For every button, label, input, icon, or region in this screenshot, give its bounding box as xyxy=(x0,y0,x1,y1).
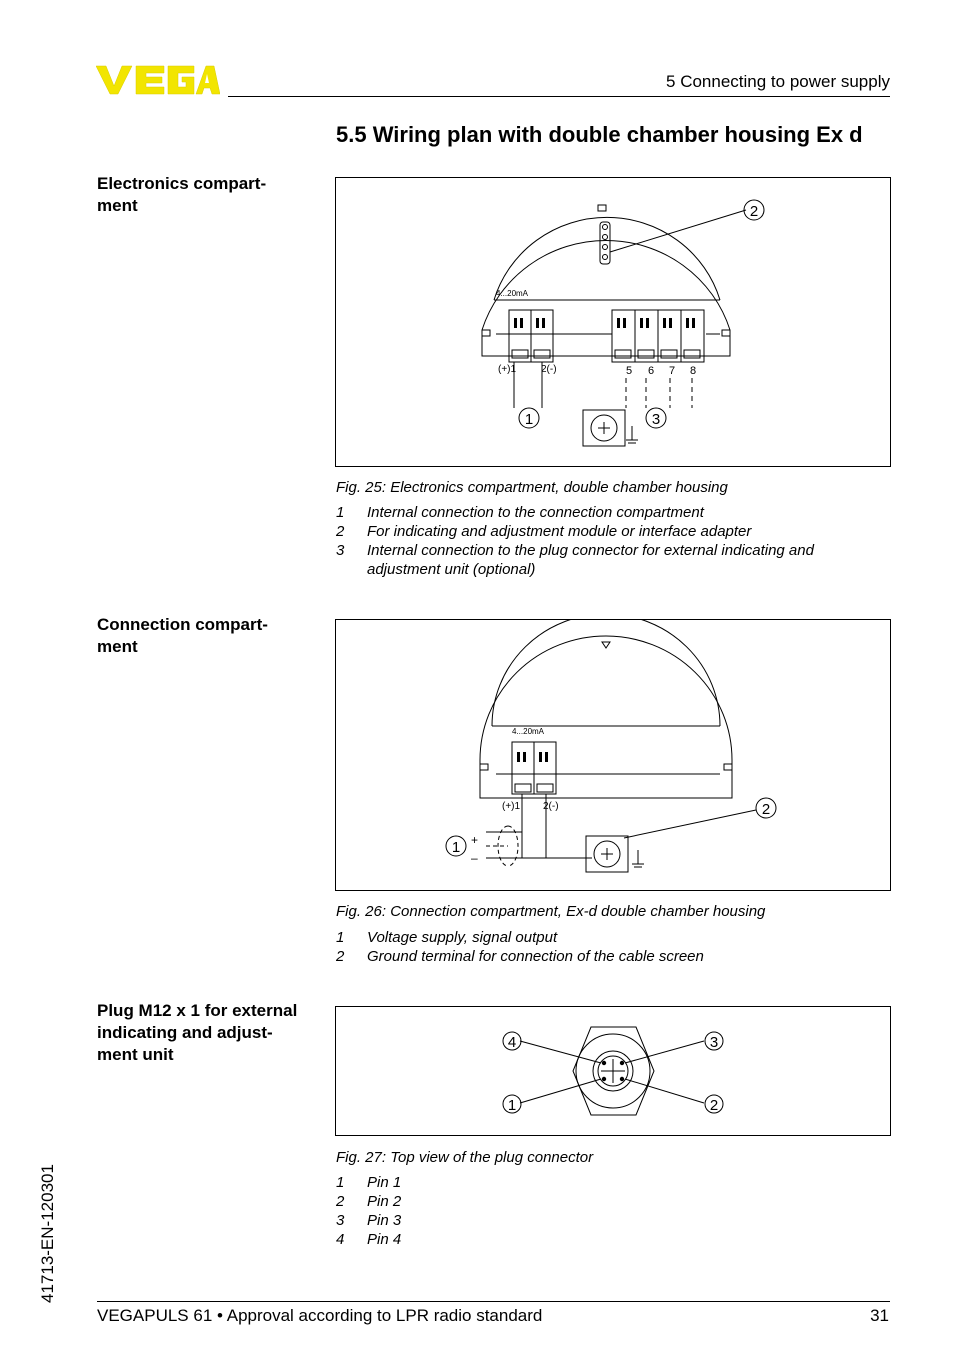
terminal-range-label: 4...20mA xyxy=(496,289,529,298)
callout-4: 4 xyxy=(507,1034,517,1051)
footer-title: VEGAPULS 61 • Approval according to LPR radio standard xyxy=(97,1306,543,1325)
callout-2: 2 xyxy=(761,801,771,818)
callout-3: 3 xyxy=(651,411,661,428)
section-title: 5.5 Wiring plan with double chamber housing Ex d xyxy=(336,122,863,147)
terminal-label: 8 xyxy=(690,365,697,377)
figure-caption: Fig. 26: Connection compartment, Ex-d double chamber housing xyxy=(336,903,766,920)
callout-2: 2 xyxy=(749,203,759,220)
side-heading-connection: Connection compart- ment xyxy=(97,615,268,656)
terminal-label: (+)1 xyxy=(498,364,517,375)
terminal-label: 2(-) xyxy=(541,364,557,375)
document-id: 41713-EN-120301 xyxy=(38,1164,57,1303)
legend-item: 1 Voltage supply, signal output xyxy=(336,929,558,946)
terminal-label: 2(-) xyxy=(543,801,559,812)
footer-rule xyxy=(97,1301,890,1302)
side-heading-electronics: Electronics compart- ment xyxy=(97,174,267,215)
figure-plug-connector xyxy=(335,1006,891,1136)
callout-1: 1 xyxy=(524,411,534,428)
terminal-label: (+)1 xyxy=(502,801,521,812)
terminal-label: 7 xyxy=(669,365,676,377)
legend-item: 4 Pin 4 xyxy=(336,1231,402,1248)
figure-caption: Fig. 27: Top view of the plug connector xyxy=(336,1149,594,1166)
header-rule xyxy=(228,96,890,97)
polarity-minus: – xyxy=(471,851,478,865)
legend-item: 1 Pin 1 xyxy=(336,1174,402,1191)
callout-3: 3 xyxy=(709,1034,719,1051)
callout-1: 1 xyxy=(507,1097,517,1114)
figure-electronics-compartment xyxy=(335,177,891,467)
terminal-label: 5 xyxy=(626,365,633,377)
figure-caption: Fig. 25: Electronics compartment, double chamber housing xyxy=(336,479,728,496)
running-section-title: 5 Connecting to power supply xyxy=(666,72,890,91)
connection-wiring-diagram xyxy=(336,620,890,890)
legend-item: 2 Pin 2 xyxy=(336,1193,402,1210)
figure-legend xyxy=(336,1173,876,1249)
callout-1: 1 xyxy=(451,839,461,856)
figure-connection-compartment xyxy=(335,619,891,891)
electronics-wiring-diagram xyxy=(336,178,890,466)
polarity-plus: + xyxy=(471,833,479,847)
callout-2: 2 xyxy=(709,1097,719,1114)
plug-connector-diagram xyxy=(336,1007,890,1135)
legend-item: 1 Internal connection to the connection compartment xyxy=(336,504,704,521)
legend-item: 2 Ground terminal for connection of the cable screen xyxy=(336,948,704,965)
legend-item: 3 Pin 3 xyxy=(336,1212,402,1229)
page-number: 31 xyxy=(870,1306,889,1325)
figure-legend xyxy=(336,503,876,579)
figure-legend xyxy=(336,928,876,966)
terminal-range-label: 4...20mA xyxy=(512,727,545,736)
legend-item: 3 Internal connection to the plug connector for external indicating and adjustment unit (optional) xyxy=(336,542,814,578)
legend-item: 2 For indicating and adjustment module or interface adapter xyxy=(336,523,752,540)
terminal-label: 6 xyxy=(648,365,655,377)
side-heading-plug: Plug M12 x 1 for external indicating and adjust- ment unit xyxy=(97,1001,298,1064)
